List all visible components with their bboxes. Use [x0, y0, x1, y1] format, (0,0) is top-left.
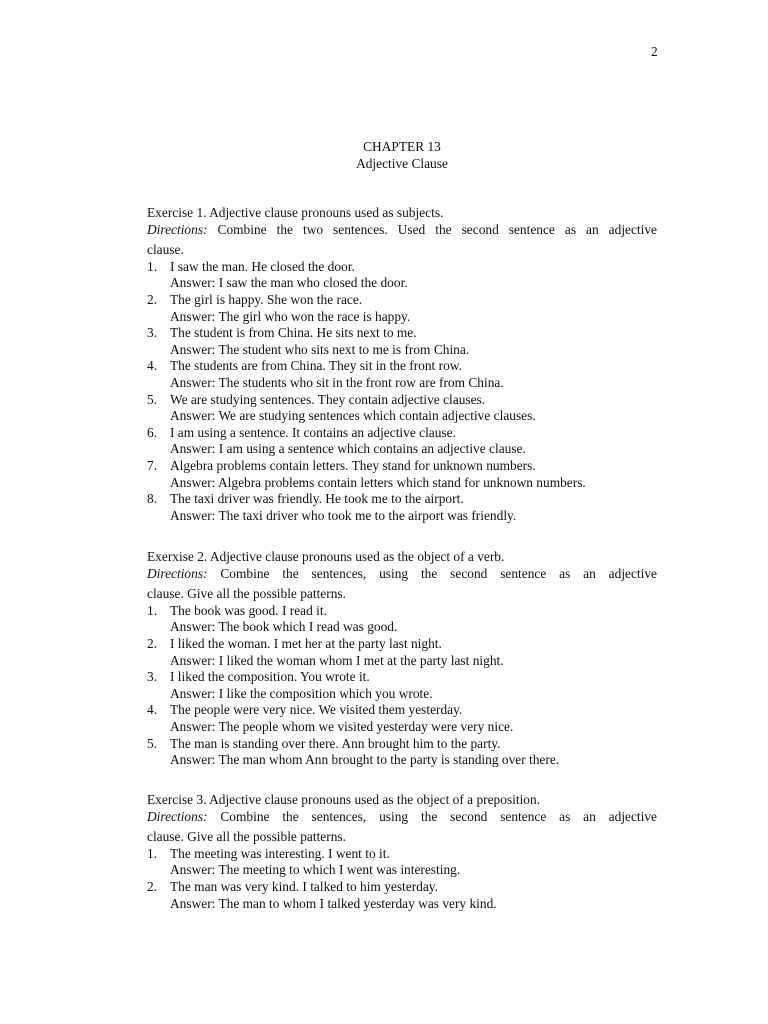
exercise-title: Exercise 1. Adjective clause pronouns used as subjects. [147, 205, 444, 220]
item-number: 1. [147, 845, 158, 861]
item-number: 5. [147, 391, 158, 407]
directions-tail: clause. [147, 242, 184, 258]
question-text: The man is standing over there. Ann brought him to the party. [170, 735, 501, 751]
item-number: 8. [147, 491, 158, 507]
exercise-title: Exerxise 2. Adjective clause pronouns used as the object of a verb. [147, 549, 505, 564]
question-item [147, 491, 657, 508]
question-item [147, 292, 657, 309]
answer-text: Answer: The meeting to which I went was interesting. [170, 862, 461, 878]
question-item [147, 702, 657, 719]
answer-text: Answer: The man to whom I talked yesterday was very kind. [170, 895, 497, 911]
directions-text: Combine the sentences, using the second sentence as an adjective [220, 808, 658, 824]
item-number: 3. [147, 669, 158, 685]
answer-text: Answer: The people whom we visited yesterday were very nice. [170, 718, 514, 734]
answer-text: Answer: I am using a sentence which contains an adjective clause. [170, 441, 526, 457]
question-item [147, 358, 657, 375]
question-text: The book was good. I read it. [170, 602, 327, 618]
directions-label: Directions: [147, 565, 208, 581]
directions-tail: clause. Give all the possible patterns. [147, 829, 346, 845]
answer-text: Answer: The students who sit in the front row are from China. [170, 374, 504, 390]
question-text: Algebra problems contain letters. They stand for unknown numbers. [170, 457, 536, 473]
directions-text: Combine the sentences, using the second sentence as an adjective [220, 565, 658, 581]
question-item [147, 879, 657, 896]
question-item [147, 636, 657, 653]
item-number: 3. [147, 325, 158, 341]
directions-label: Directions: [147, 808, 208, 824]
item-number: 2. [147, 878, 158, 894]
question-text: The students are from China. They sit in the front row. [170, 358, 462, 374]
item-number: 1. [147, 602, 158, 618]
item-number: 2. [147, 291, 158, 307]
question-text: I saw the man. He closed the door. [170, 258, 355, 274]
exercise-3 [147, 792, 657, 912]
question-item [147, 846, 657, 863]
question-text: The taxi driver was friendly. He took me to the airport. [170, 491, 464, 507]
item-number: 5. [147, 735, 158, 751]
answer-text: Answer: The girl who won the race is happy. [170, 308, 411, 324]
question-text: I liked the woman. I met her at the party last night. [170, 635, 442, 651]
question-item [147, 458, 657, 475]
exercise-2 [147, 549, 657, 769]
question-item [147, 325, 657, 342]
directions [147, 809, 657, 826]
question-text: I liked the composition. You wrote it. [170, 669, 370, 685]
page-number: 2 [651, 44, 658, 59]
chapter-title: CHAPTER 13 [363, 139, 441, 154]
directions [147, 222, 657, 239]
directions-text: Combine the two sentences. Used the second sentence as an adjective [217, 221, 657, 237]
answer-text: Answer: We are studying sentences which contain adjective clauses. [170, 408, 536, 424]
question-text: The girl is happy. She won the race. [170, 291, 363, 307]
answer-text: Answer: The student who sits next to me is from China. [170, 341, 470, 357]
item-number: 4. [147, 702, 158, 718]
chapter-subtitle: Adjective Clause [356, 156, 448, 171]
item-number: 1. [147, 258, 158, 274]
question-text: The man was very kind. I talked to him yesterday. [170, 878, 438, 894]
exercise-title: Exercise 3. Adjective clause pronouns used as the object of a preposition. [147, 792, 541, 807]
exercise-1 [147, 205, 657, 524]
item-number: 2. [147, 635, 158, 651]
item-number: 4. [147, 358, 158, 374]
chapter-heading [0, 138, 768, 172]
answer-text: Answer: I saw the man who closed the door. [170, 275, 408, 291]
question-item [147, 259, 657, 276]
item-number: 6. [147, 424, 158, 440]
question-item [147, 603, 657, 620]
answer-text: Answer: Algebra problems contain letters which stand for unknown numbers. [170, 474, 586, 490]
question-item [147, 392, 657, 409]
question-item [147, 736, 657, 753]
directions [147, 566, 657, 583]
answer-text: Answer: The taxi driver who took me to the airport was friendly. [170, 507, 517, 523]
answer-text: Answer: The book which I read was good. [170, 619, 398, 635]
question-item [147, 425, 657, 442]
question-text: I am using a sentence. It contains an adjective clause. [170, 424, 456, 440]
answer-text: Answer: I like the composition which you wrote. [170, 685, 433, 701]
answer-text: Answer: The man whom Ann brought to the party is standing over there. [170, 752, 560, 768]
question-item [147, 669, 657, 686]
item-number: 7. [147, 457, 158, 473]
question-text: We are studying sentences. They contain adjective clauses. [170, 391, 486, 407]
answer-text: Answer: I liked the woman whom I met at the party last night. [170, 652, 504, 668]
directions-tail: clause. Give all the possible patterns. [147, 586, 346, 602]
question-text: The meeting was interesting. I went to it. [170, 845, 390, 861]
question-text: The student is from China. He sits next to me. [170, 325, 417, 341]
question-text: The people were very nice. We visited them yesterday. [170, 702, 463, 718]
directions-label: Directions: [147, 221, 208, 237]
